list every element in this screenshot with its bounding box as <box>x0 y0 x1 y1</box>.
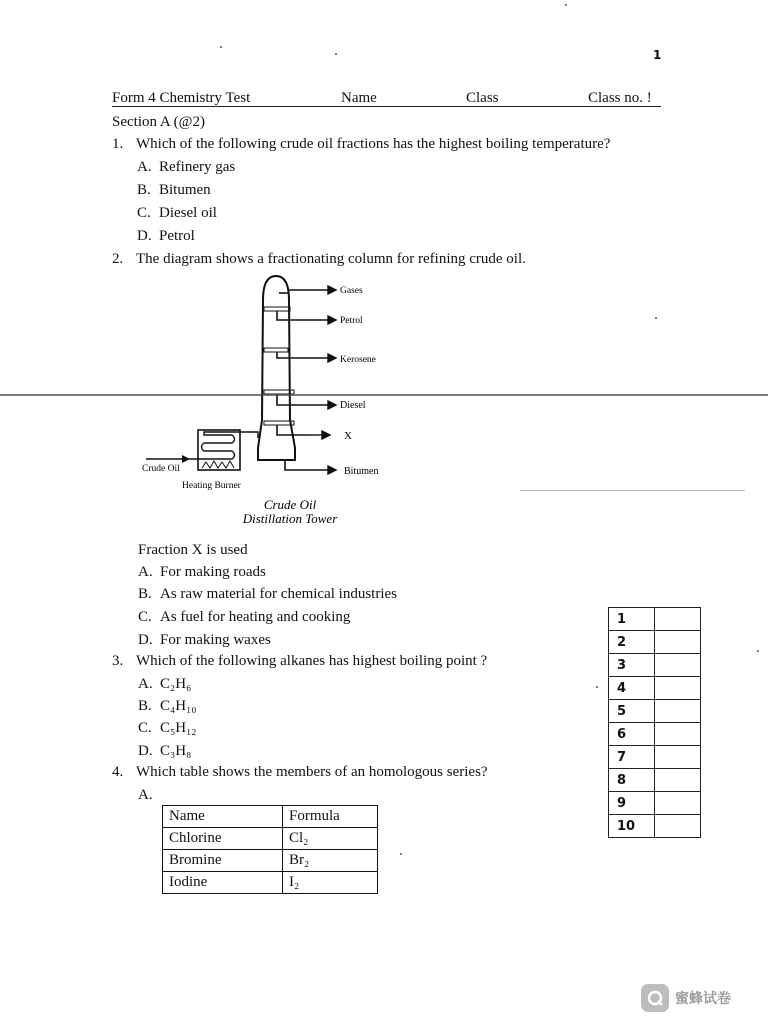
label-petrol: Petrol <box>340 316 363 326</box>
label-diesel: Diesel <box>340 400 366 411</box>
label-crude-oil: Crude Oil <box>142 464 180 474</box>
class-no-label: Class no. ! <box>588 90 652 106</box>
answer-box[interactable] <box>655 654 701 677</box>
table-cell: Iodine <box>163 872 283 894</box>
answer-number: 6 <box>609 723 655 746</box>
answer-box[interactable] <box>655 700 701 723</box>
q1-option-d: D. Petrol <box>137 228 195 244</box>
answer-number: 10 <box>609 815 655 838</box>
answer-row <box>609 723 701 746</box>
answer-number: 8 <box>609 769 655 792</box>
q4-option-a-label: A. <box>138 787 153 803</box>
answer-box[interactable] <box>655 723 701 746</box>
answer-box[interactable] <box>655 677 701 700</box>
q3-option-c: C. C₅H₁₂ <box>138 720 197 736</box>
question-number: 3. <box>112 653 124 669</box>
section-title: Section A (@2) <box>112 114 205 130</box>
q3-option-a: A. C₂H₆ <box>138 676 192 692</box>
answer-row <box>609 815 701 838</box>
scan-dot <box>757 650 759 652</box>
q1-option-a: A. Refinery gas <box>137 159 236 175</box>
answer-box[interactable] <box>655 792 701 815</box>
form-title: Form 4 Chemistry Test <box>112 90 251 106</box>
label-x: X <box>344 430 352 442</box>
question-text: Which of the following crude oil fractions has the highest boiling temperature? <box>136 136 611 152</box>
scan-dot <box>596 686 598 688</box>
question-number: 4. <box>112 764 124 780</box>
question-text: Which of the following alkanes has highest boiling point ? <box>136 653 488 669</box>
q4-option-a-table <box>162 805 378 894</box>
scan-line <box>0 394 768 396</box>
q1-option-b: B. Bitumen <box>137 182 211 198</box>
scan-dot <box>220 46 222 48</box>
answer-row <box>609 700 701 723</box>
answer-row <box>609 746 701 769</box>
answer-box[interactable] <box>655 815 701 838</box>
table-cell: I₂ <box>283 872 378 894</box>
q2-option-b: B. As raw material for chemical industries <box>138 586 397 602</box>
table-header-cell: Formula <box>283 806 378 828</box>
q2-stem: Fraction X is used <box>138 542 248 558</box>
scan-dot <box>565 4 567 6</box>
question-1 <box>112 136 610 153</box>
table-cell: Br₂ <box>283 850 378 872</box>
answer-row <box>609 608 701 631</box>
answer-box[interactable] <box>655 608 701 631</box>
table-row <box>163 850 378 872</box>
label-bitumen: Bitumen <box>344 466 379 477</box>
diagram-caption-line2: Distillation Tower <box>242 511 338 526</box>
diagram-caption-line1: Crude Oil <box>263 497 317 512</box>
q2-option-d: D. For making waxes <box>138 632 271 648</box>
answer-row <box>609 792 701 815</box>
scan-dot <box>335 53 337 55</box>
answer-row <box>609 677 701 700</box>
answer-row <box>609 631 701 654</box>
watermark-text: 蜜蜂试卷 <box>675 991 731 1007</box>
table-cell: Chlorine <box>163 828 283 850</box>
class-label: Class <box>466 90 499 106</box>
answer-number: 7 <box>609 746 655 769</box>
table-row <box>163 828 378 850</box>
label-kerosene: Kerosene <box>340 355 376 365</box>
table-row <box>163 806 378 828</box>
table-row <box>163 872 378 894</box>
q3-option-d: D. C₃H₈ <box>138 743 192 759</box>
watermark-logo-icon <box>641 984 669 1012</box>
question-2 <box>112 251 526 268</box>
answer-row <box>609 654 701 677</box>
answer-grid <box>608 607 701 838</box>
answer-box[interactable] <box>655 631 701 654</box>
q3-option-b: B. C₄H₁₀ <box>138 698 197 714</box>
table-header-cell: Name <box>163 806 283 828</box>
answer-number: 2 <box>609 631 655 654</box>
burner-flame <box>202 461 234 468</box>
scan-dot <box>655 317 657 319</box>
answer-number: 5 <box>609 700 655 723</box>
answer-number: 9 <box>609 792 655 815</box>
question-4 <box>112 764 488 781</box>
distillation-tower-diagram <box>140 270 400 530</box>
answer-row <box>609 769 701 792</box>
question-text: The diagram shows a fractionating column for refining crude oil. <box>136 251 526 267</box>
question-3 <box>112 653 487 670</box>
table-cell: Bromine <box>163 850 283 872</box>
label-gases: Gases <box>340 286 363 296</box>
q2-option-c: C. As fuel for heating and cooking <box>138 609 351 625</box>
name-label: Name <box>341 90 377 106</box>
page-number: 1 <box>653 48 662 62</box>
answer-number: 3 <box>609 654 655 677</box>
watermark <box>641 984 731 1012</box>
label-heating-burner: Heating Burner <box>182 481 241 491</box>
answer-box[interactable] <box>655 769 701 792</box>
question-text: Which table shows the members of an homologous series? <box>136 764 488 780</box>
table-cell: Cl₂ <box>283 828 378 850</box>
question-number: 2. <box>112 251 124 267</box>
outlet-arrows <box>310 286 336 474</box>
q1-option-c: C. Diesel oil <box>137 205 217 221</box>
input-arrow <box>182 455 190 463</box>
scan-line <box>520 490 745 491</box>
question-number: 1. <box>112 136 124 152</box>
scan-dot <box>400 853 402 855</box>
answer-number: 4 <box>609 677 655 700</box>
answer-box[interactable] <box>655 746 701 769</box>
header-underline <box>112 106 661 107</box>
q2-option-a: A. For making roads <box>138 564 266 580</box>
answer-number: 1 <box>609 608 655 631</box>
